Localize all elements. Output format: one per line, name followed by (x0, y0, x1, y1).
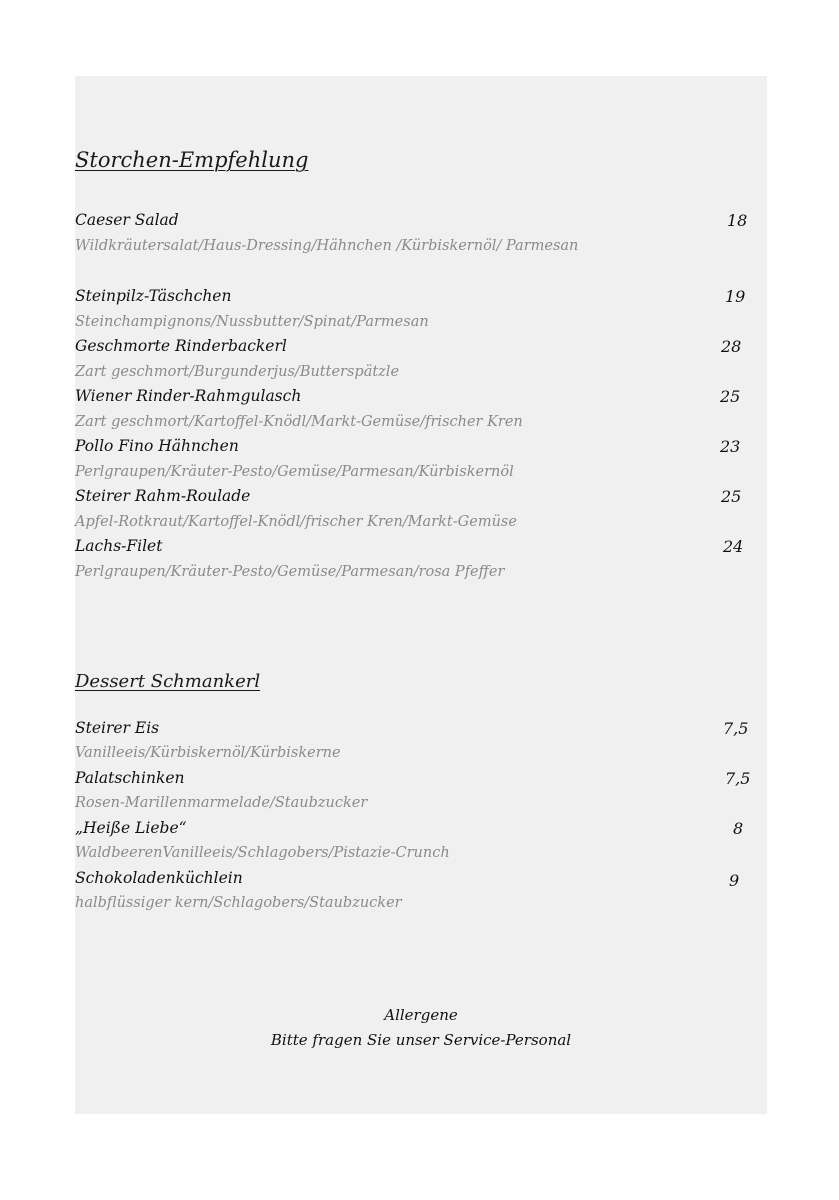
menu-item-name: Geschmorte Rinderbackerl (75, 337, 287, 355)
menu-item-name: Pollo Fino Hähnchen (75, 437, 239, 455)
menu-item-description: Wildkräutersalat/Haus-Dressing/Hähnchen /Kürbiskernöl/ Parmesan (75, 238, 579, 254)
menu-item-price: 19 (725, 287, 746, 306)
section-title-main: Storchen-Empfehlung (75, 148, 309, 172)
menu-item-name: Lachs-Filet (75, 537, 163, 555)
menu-item-description: Perlgraupen/Kräuter-Pesto/Gemüse/Parmesan/rosa Pfeffer (75, 564, 505, 580)
menu-item-price: 9 (729, 871, 740, 890)
menu-item-description: Rosen-Marillenmarmelade/Staubzucker (75, 795, 368, 811)
menu-item-name: Palatschinken (75, 769, 185, 787)
menu-item-name: Steirer Eis (75, 719, 160, 737)
menu-item-description: WaldbeerenVanilleeis/Schlagobers/Pistazie-Crunch (75, 845, 450, 861)
menu-item-price: 28 (721, 337, 742, 356)
menu-item-description: Zart geschmort/Kartoffel-Knödl/Markt-Gemüse/frischer Kren (75, 414, 523, 430)
menu-item-description: Zart geschmort/Burgunderjus/Butterspätzle (75, 364, 400, 380)
menu-item-description: halbflüssiger kern/Schlagobers/Staubzucker (75, 895, 402, 911)
menu-item-description: Steinchampignons/Nussbutter/Spinat/Parmesan (75, 314, 429, 330)
menu-item-name: Schokoladenküchlein (75, 869, 243, 887)
menu-item-description: Vanilleeis/Kürbiskernöl/Kürbiskerne (75, 745, 341, 761)
menu-item-description: Perlgraupen/Kräuter-Pesto/Gemüse/Parmesan/Kürbiskernöl (75, 464, 514, 480)
menu-item-price: 24 (723, 537, 744, 556)
allergen-note (75, 1003, 767, 1053)
menu-item-price: 7,5 (723, 719, 749, 738)
menu-item-name: Steirer Rahm-Roulade (75, 487, 251, 505)
allergen-instruction: Bitte fragen Sie unser Service-Personal (270, 1031, 572, 1049)
section-title-dessert: Dessert Schmankerl (75, 671, 261, 692)
menu-item-price: 7,5 (725, 769, 751, 788)
menu-item-price: 8 (733, 819, 744, 838)
allergen-heading: Allergene (384, 1006, 458, 1024)
menu-item-name: Steinpilz-Täschchen (75, 287, 232, 305)
menu-item-name: Caeser Salad (75, 211, 179, 229)
menu-item-price: 23 (720, 437, 741, 456)
menu-item-name: „Heiße Liebe“ (75, 819, 187, 837)
menu-item-description: Apfel-Rotkraut/Kartoffel-Knödl/frischer Kren/Markt-Gemüse (75, 514, 517, 530)
menu-item-name: Wiener Rinder-Rahmgulasch (75, 387, 302, 405)
menu-item-price: 25 (721, 487, 742, 506)
menu-page (75, 76, 767, 1114)
menu-item-price: 18 (727, 211, 748, 230)
menu-item-price: 25 (720, 387, 741, 406)
